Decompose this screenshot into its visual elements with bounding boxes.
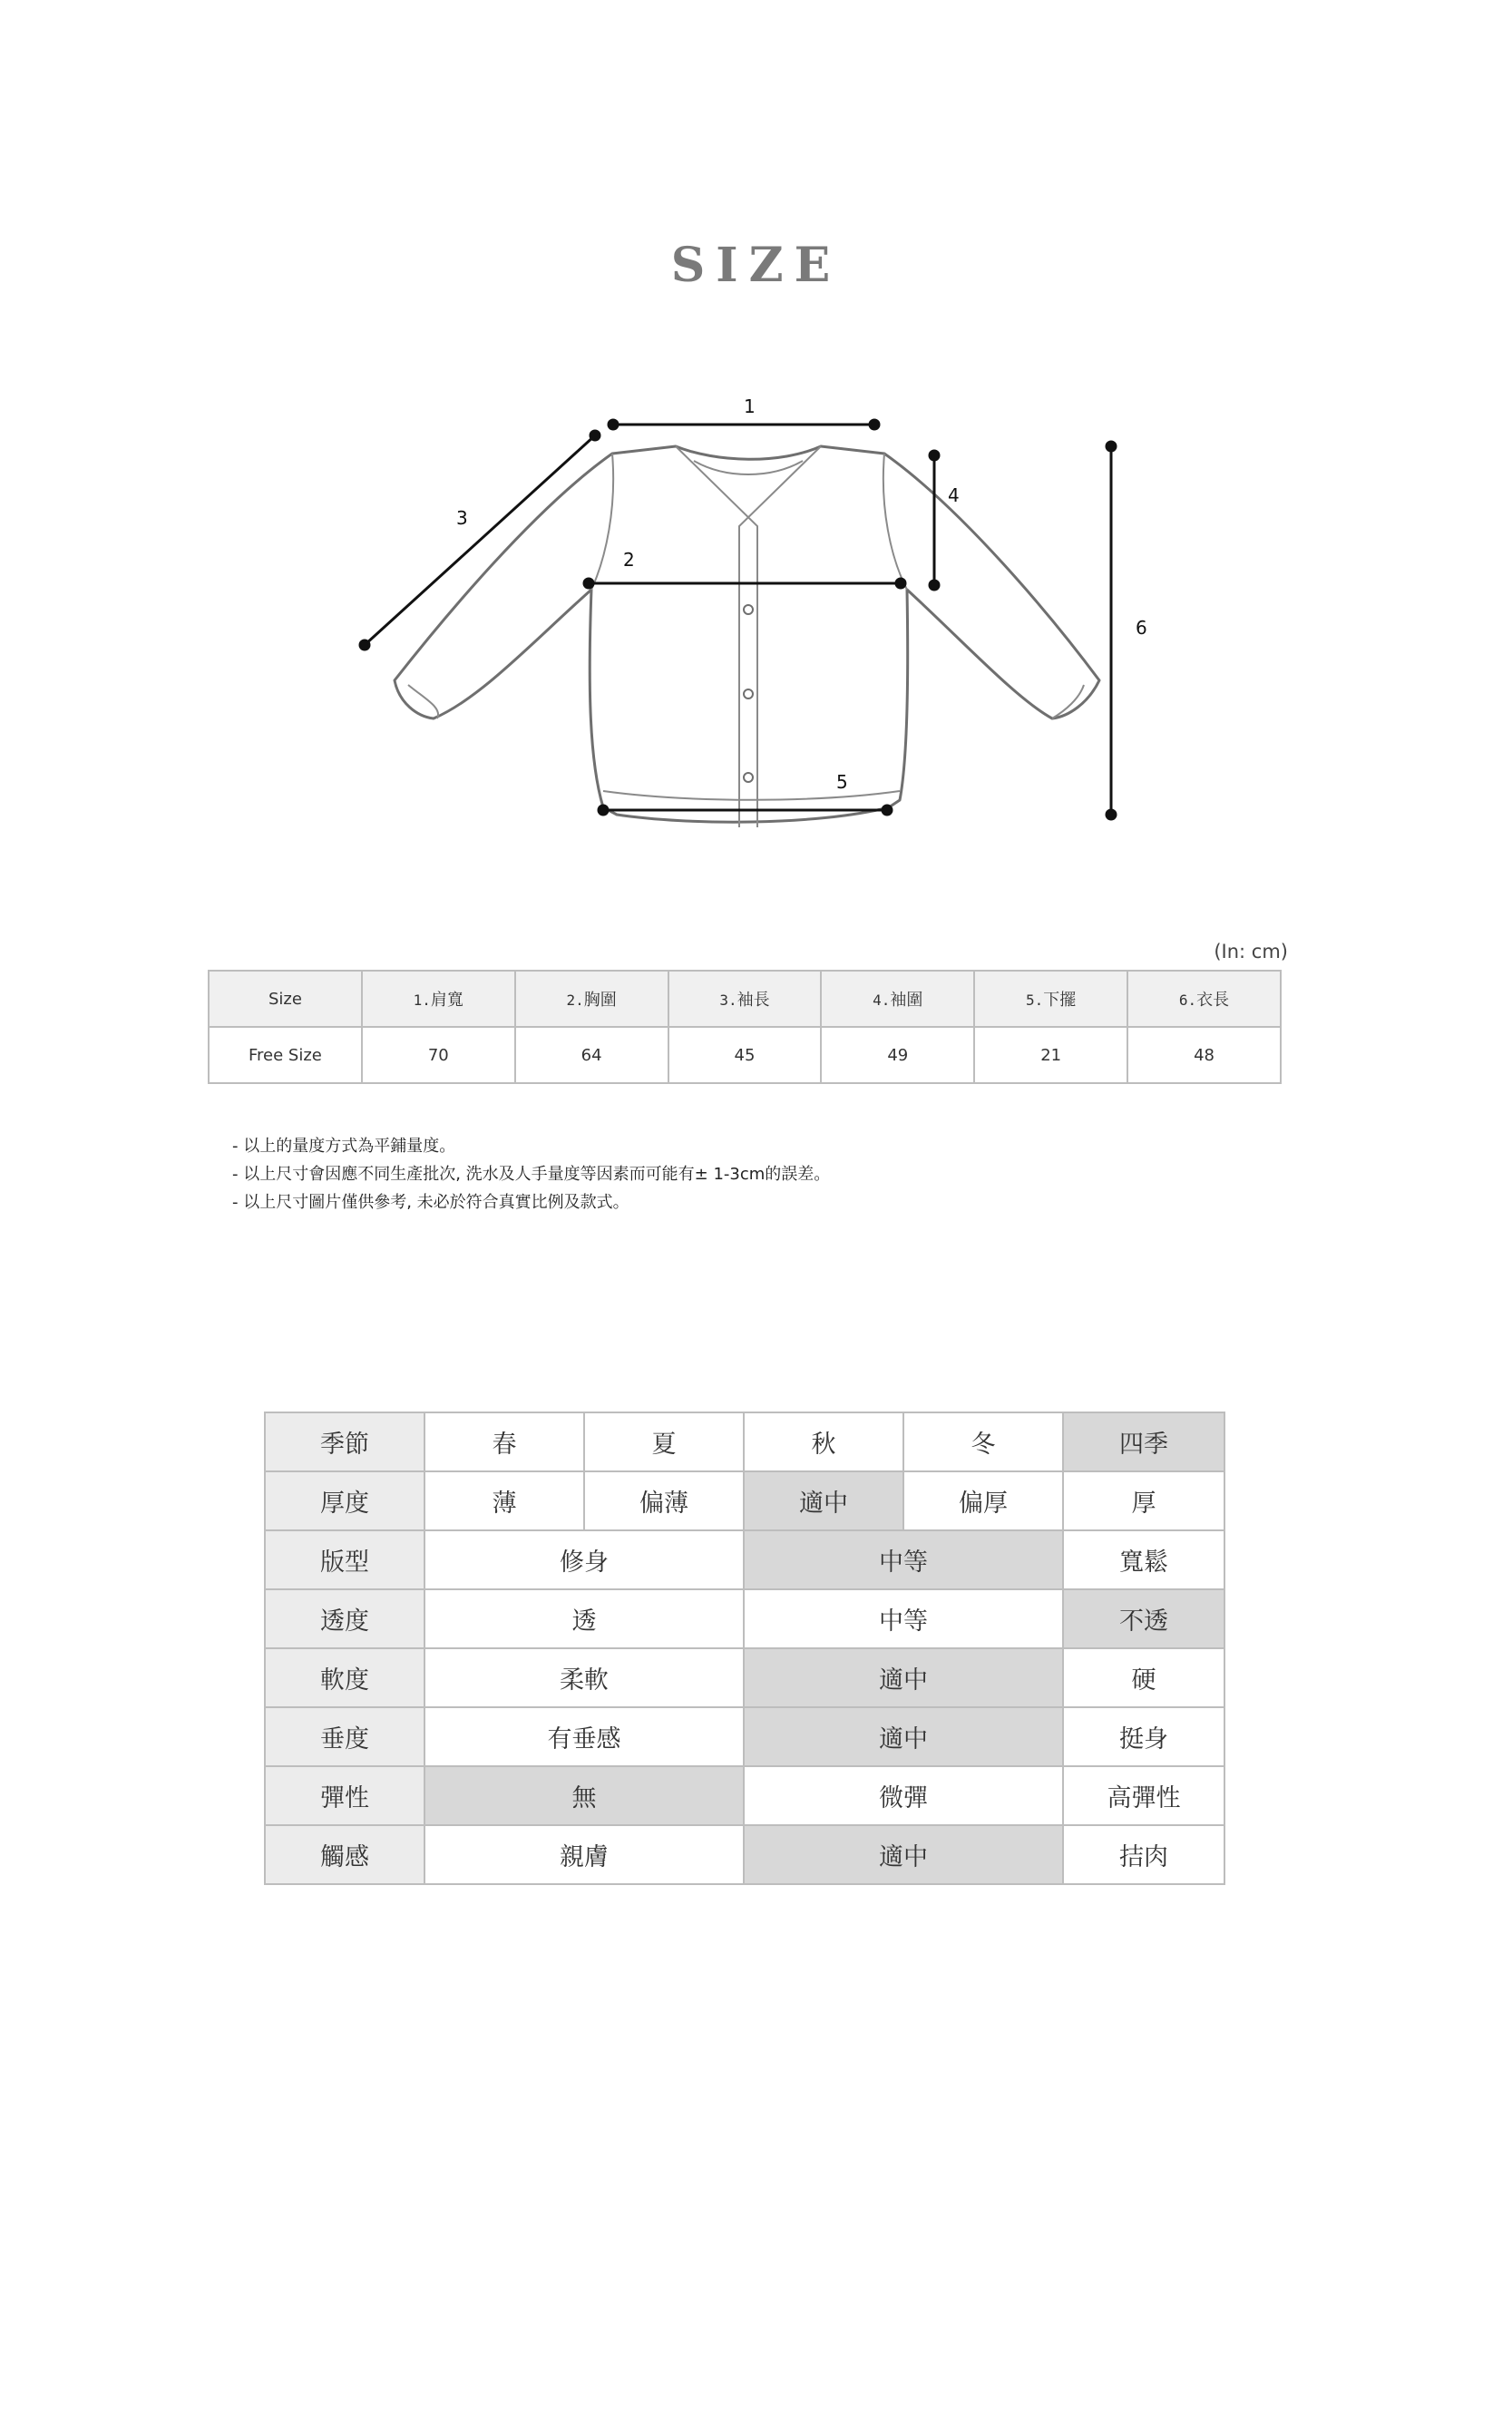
size-cell: Free Size (209, 1027, 362, 1083)
attr-option: 適中 (744, 1707, 1063, 1766)
label-5: 5 (836, 771, 848, 793)
note-line: - 以上的量度方式為平鋪量度。 (232, 1137, 456, 1156)
header-cell: 2.胸圍 (515, 971, 668, 1027)
size-title: SIZE (670, 238, 842, 293)
attr-option: 無 (424, 1766, 744, 1825)
attr-label: 垂度 (265, 1707, 424, 1766)
button-2 (744, 689, 753, 698)
fabric-row-transparency (265, 1589, 1224, 1648)
notes (232, 1132, 830, 1216)
attr-option: 四季 (1063, 1412, 1224, 1471)
attr-label: 彈性 (265, 1766, 424, 1825)
fabric-attributes-table (264, 1412, 1225, 1885)
note-line: - 以上尺寸圖片僅供參考, 未必於符合真實比例及款式。 (232, 1193, 629, 1212)
attr-option: 柔軟 (424, 1648, 744, 1707)
attr-label: 軟度 (265, 1648, 424, 1707)
measure-cell: 70 (362, 1027, 515, 1083)
header-cell: 5.下擺 (974, 971, 1127, 1027)
fabric-row-thickness (265, 1471, 1224, 1530)
attr-option: 冬 (903, 1412, 1063, 1471)
attr-option: 偏厚 (903, 1471, 1063, 1530)
attr-option: 偏薄 (584, 1471, 744, 1530)
cardigan-outline (395, 446, 1099, 822)
measure-cell: 45 (668, 1027, 822, 1083)
attr-label: 透度 (265, 1589, 424, 1648)
attr-option: 透 (424, 1589, 744, 1648)
header-cell: 1.肩寬 (362, 971, 515, 1027)
attr-option: 中等 (744, 1589, 1063, 1648)
fabric-row-touch (265, 1825, 1224, 1884)
attr-option: 親膚 (424, 1825, 744, 1884)
attr-label: 版型 (265, 1530, 424, 1589)
attr-option: 春 (424, 1412, 584, 1471)
measure-cell: 64 (515, 1027, 668, 1083)
button-3 (744, 773, 753, 782)
header-cell: 6.衣長 (1127, 971, 1281, 1027)
attr-option: 夏 (584, 1412, 744, 1471)
header-cell: Size (209, 971, 362, 1027)
attr-option: 挺身 (1063, 1707, 1224, 1766)
label-1: 1 (744, 396, 756, 417)
attr-option: 中等 (744, 1530, 1063, 1589)
attr-label: 觸感 (265, 1825, 424, 1884)
attr-label: 厚度 (265, 1471, 424, 1530)
unit-label: (In: cm) (1214, 941, 1288, 962)
fabric-row-softness (265, 1648, 1224, 1707)
attr-option: 適中 (744, 1648, 1063, 1707)
fabric-row-season (265, 1412, 1224, 1471)
garment-diagram (0, 0, 1512, 907)
measure-cell: 49 (821, 1027, 974, 1083)
attr-option: 薄 (424, 1471, 584, 1530)
measure-cell: 48 (1127, 1027, 1281, 1083)
size-table-header (209, 971, 1281, 1027)
label-4: 4 (948, 484, 960, 506)
attr-option: 高彈性 (1063, 1766, 1224, 1825)
note-line: - 以上尺寸會因應不同生產批次, 洗水及人手量度等因素而可能有± 1-3cm的誤差。 (232, 1165, 831, 1184)
attr-option: 秋 (744, 1412, 903, 1471)
attr-option: 拮肉 (1063, 1825, 1224, 1884)
attr-option: 適中 (744, 1471, 903, 1530)
attr-option: 厚 (1063, 1471, 1224, 1530)
measure-cell: 21 (974, 1027, 1127, 1083)
attr-option: 適中 (744, 1825, 1063, 1884)
label-3: 3 (456, 507, 468, 529)
size-table (208, 970, 1282, 1084)
attr-option: 寬鬆 (1063, 1530, 1224, 1589)
button-1 (744, 605, 753, 614)
attr-label: 季節 (265, 1412, 424, 1471)
header-cell: 4.袖圍 (821, 971, 974, 1027)
fabric-row-elasticity (265, 1766, 1224, 1825)
attr-option: 微彈 (744, 1766, 1063, 1825)
attr-option: 不透 (1063, 1589, 1224, 1648)
label-2: 2 (623, 549, 635, 571)
attr-option: 有垂感 (424, 1707, 744, 1766)
attr-option: 修身 (424, 1530, 744, 1589)
attr-option: 硬 (1063, 1648, 1224, 1707)
fabric-row-fit (265, 1530, 1224, 1589)
fabric-row-drape (265, 1707, 1224, 1766)
label-6: 6 (1136, 617, 1147, 639)
size-table-row (209, 1027, 1281, 1083)
header-cell: 3.袖長 (668, 971, 822, 1027)
